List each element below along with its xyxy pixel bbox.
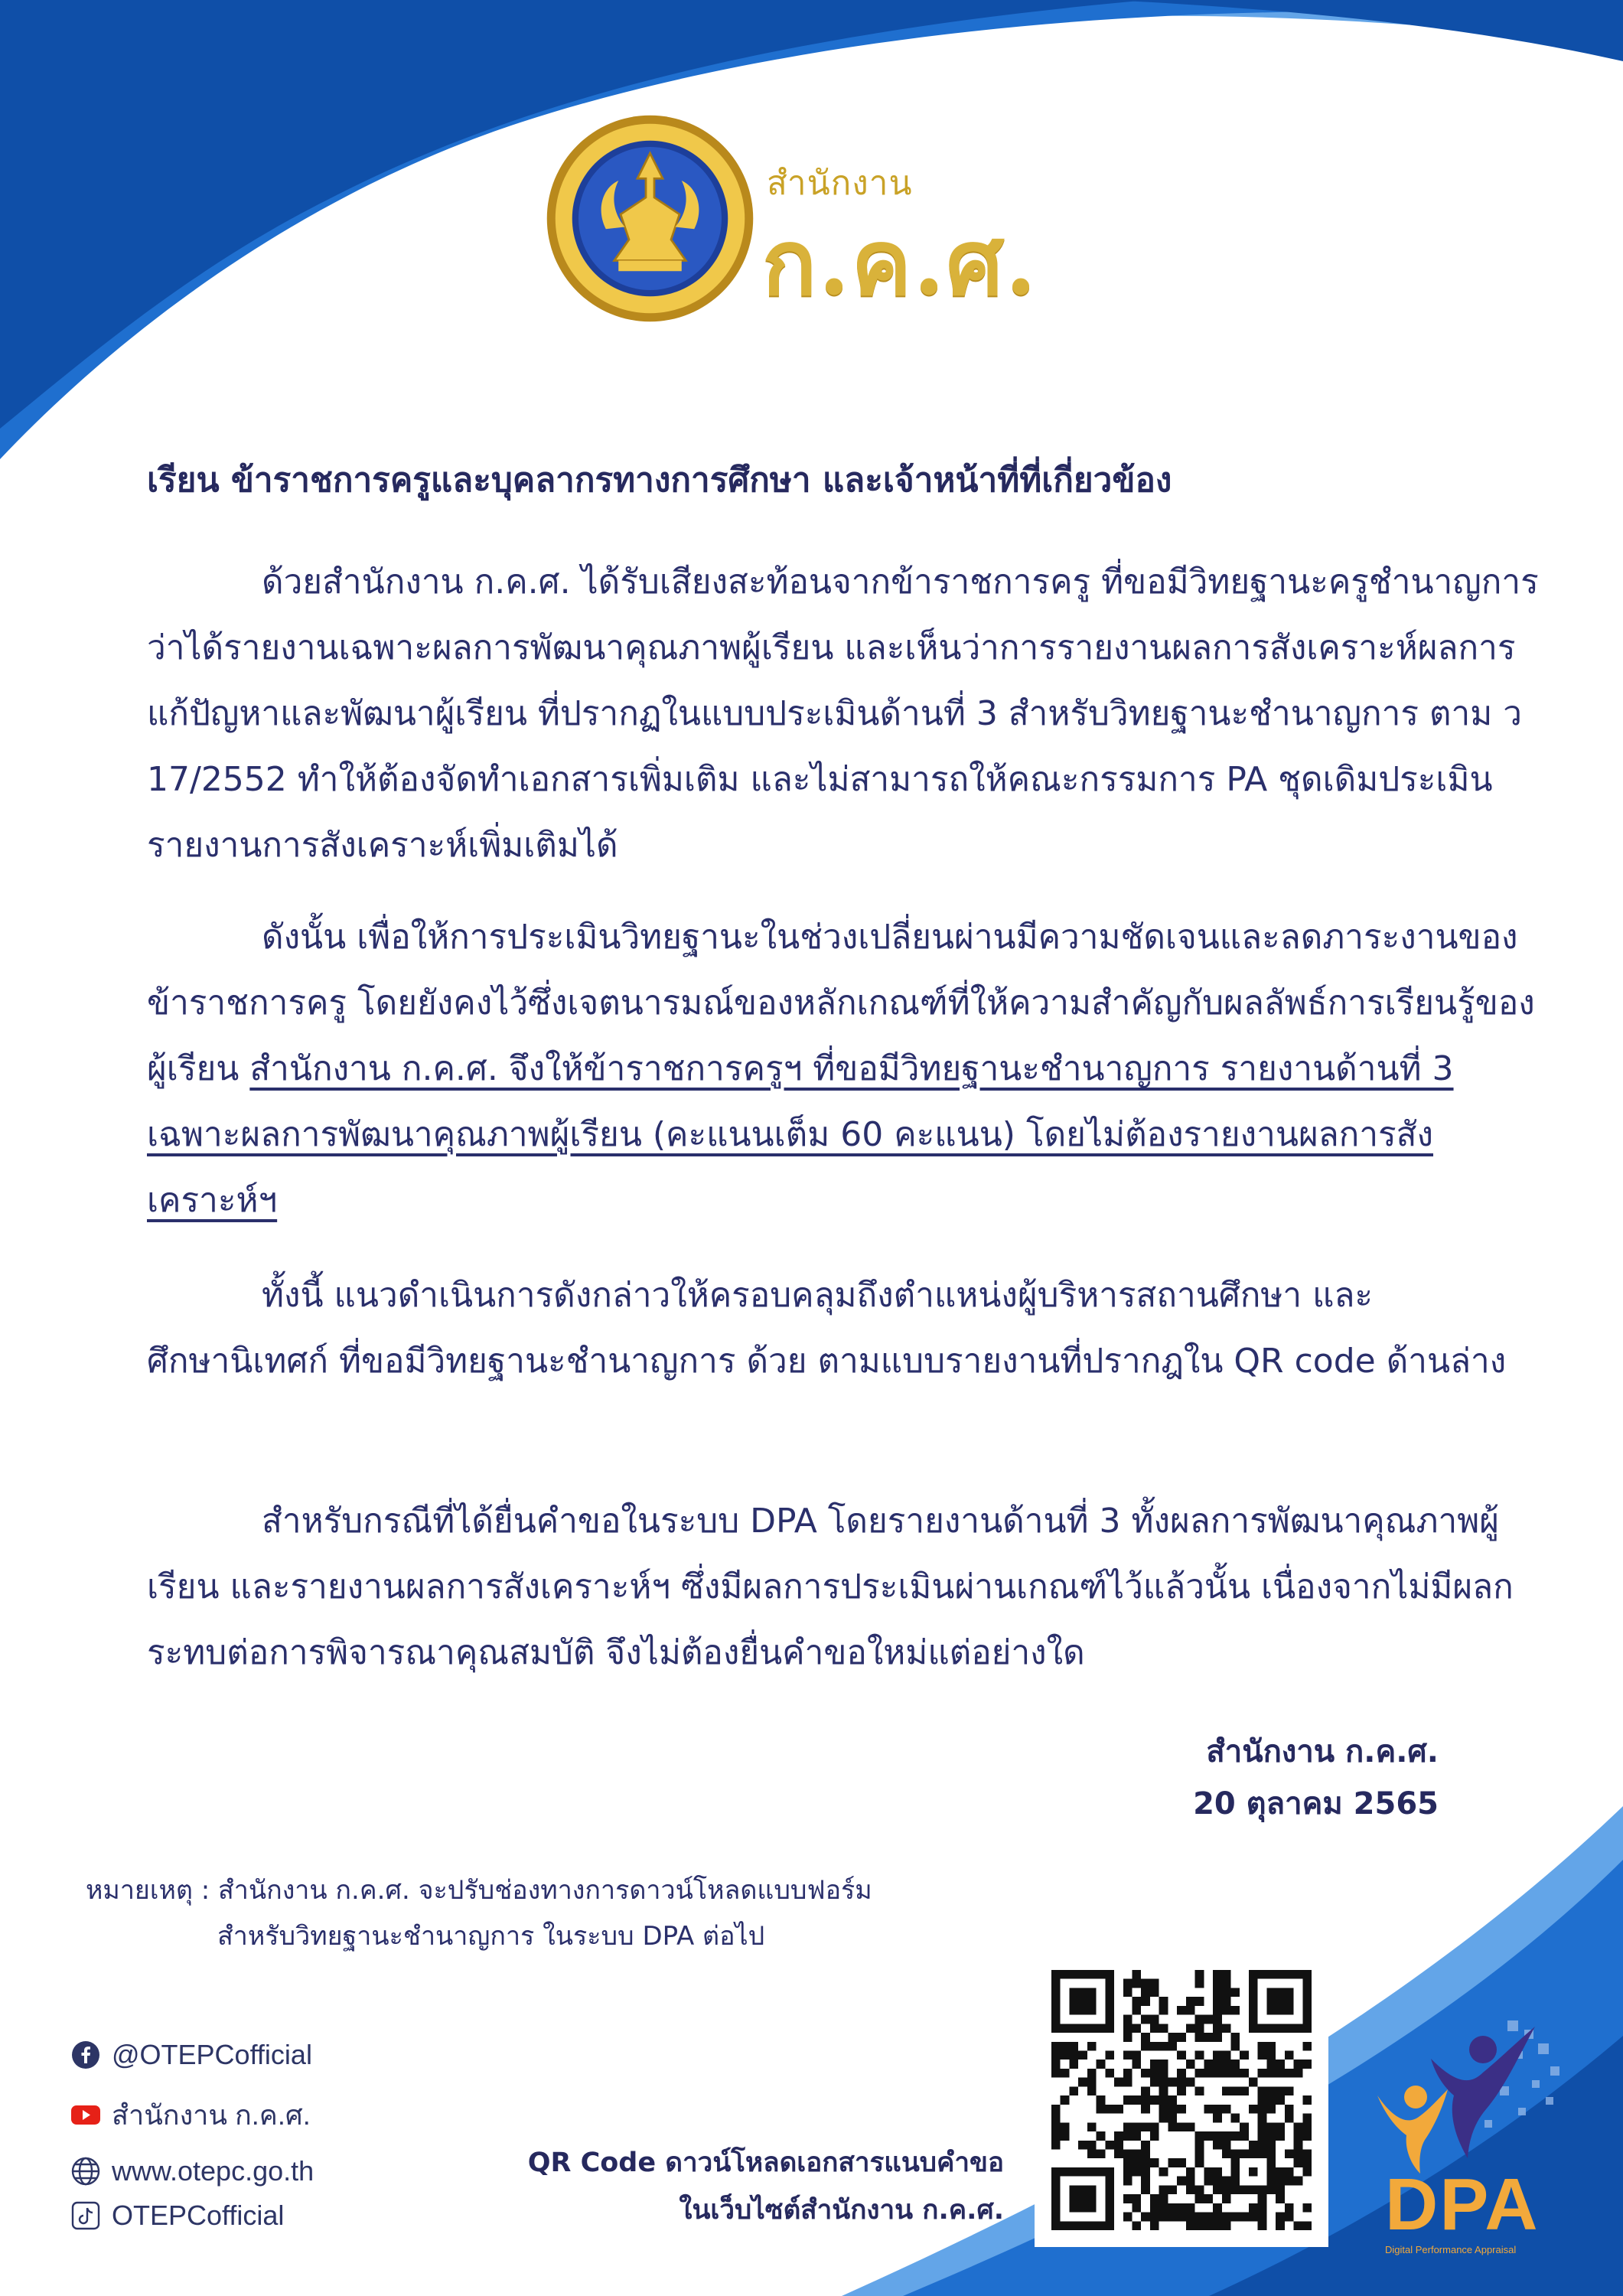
salutation: เรียน ข้าราชการครูและบุคลากรทางการศึกษา และเจ้าหน้าที่ที่เกี่ยวข้อง — [147, 461, 1172, 500]
youtube-icon — [70, 2099, 101, 2130]
footnote-line-2: สำหรับวิทยฐานะชำนาญการ ในระบบ DPA ต่อไป — [217, 1921, 765, 1952]
dpa-figures-icon — [1354, 2013, 1584, 2181]
paragraph-2-underlined: สำนักงาน ก.ค.ศ. จึงให้ข้าราชการครูฯ ที่ขอมีวิทยฐานะชำนาญการ รายงานด้านที่ 3 เฉพาะผลการพัฒนาคุณภาพผู้เรียน (คะแนนเต็ม 60 คะแนน) โดยไม่ต้องรายงานผลการสังเคราะห์ฯ — [147, 1049, 1454, 1220]
paragraph-1 — [147, 550, 1543, 879]
footnote-line-1: หมายเหตุ : สำนักงาน ก.ค.ศ. จะปรับช่องทางการดาวน์โหลดแบบฟอร์ม — [86, 1875, 872, 1906]
paragraph-4-text: สำหรับกรณีที่ได้ยื่นคำขอในระบบ DPA โดยรายงานด้านที่ 3 ทั้งผลการพัฒนาคุณภาพผู้เรียน และรายงานผลการสังเคราะห์ฯ ซึ่งมีผลการประเมินผ่านเกณฑ์ไว้แล้วนั้น เนื่องจากไม่มีผลกระทบต่อการพิจารณาคุณสมบัติ จึงไม่ต้องยื่นคำขอใหม่แต่อย่างใด — [147, 1502, 1514, 1672]
qr-caption-line-1: QR Code ดาวน์โหลดเอกสารแนบคำขอ — [527, 2148, 1004, 2178]
signature-date: 20 ตุลาคม 2565 — [1193, 1786, 1439, 1821]
otepc-logo — [545, 113, 1065, 328]
signature-org: สำนักงาน ก.ค.ศ. — [1206, 1734, 1439, 1769]
facebook-link[interactable] — [70, 2036, 312, 2074]
org-name-large: ก.ค.ศ. — [762, 209, 1038, 315]
youtube-link[interactable] — [70, 2095, 311, 2134]
globe-icon — [70, 2156, 101, 2187]
facebook-handle: @OTEPCofficial — [112, 2039, 312, 2070]
dpa-logo — [1354, 2013, 1584, 2258]
tiktok-link[interactable] — [70, 2197, 284, 2235]
dpa-tagline: Digital Performance Appraisal — [1385, 2244, 1517, 2255]
youtube-channel: สำนักงาน ก.ค.ศ. — [112, 2099, 311, 2131]
tiktok-icon — [70, 2200, 101, 2231]
signature-block — [1148, 1726, 1439, 1830]
footnote — [86, 1867, 1004, 1959]
qr-code[interactable] — [1035, 1959, 1328, 2247]
website-url: www.otepc.go.th — [112, 2155, 314, 2187]
otepc-seal-icon — [545, 113, 755, 324]
dpa-logo-text: DPA — [1385, 2164, 1540, 2245]
qr-caption — [459, 2139, 1004, 2234]
paragraph-3 — [147, 1263, 1543, 1394]
paragraph-2 — [147, 905, 1543, 1234]
qr-caption-line-2: ในเว็บไซต์สำนักงาน ก.ค.ศ. — [679, 2195, 1004, 2226]
paragraph-1-text: ด้วยสำนักงาน ก.ค.ศ. ได้รับเสียงสะท้อนจากข้าราชการครู ที่ขอมีวิทยฐานะครูชำนาญการ ว่าได้รายงานเฉพาะผลการพัฒนาคุณภาพผู้เรียน และเห็นว่าการรายงานผลการสังเคราะห์ผลการแก้ปัญหาและพัฒนาผู้เรียน ที่ปรากฏในแบบประเมินด้านที่ 3 สำหรับวิทยฐานะชำนาญการ ตาม ว 17/2552 ทำให้ต้องจัดทำเอกสารเพิ่มเติม และไม่สามารถให้คณะกรรมการ PA ชุดเดิมประเมินรายงานการสังเคราะห์เพิ่มเติมได้ — [147, 563, 1539, 865]
paragraph-2-lead: ดังนั้น เพื่อให้การประเมินวิทยฐานะในช่วงเปลี่ยนผ่านมีความชัดเจนและลดภาระงานของข้าราชการครู โดยยังคงไว้ซึ่งเจตนารมณ์ของหลักเกณฑ์ที่ให้ความสำคัญกับผลลัพธ์การเรียนรู้ของผู้เรียน — [147, 918, 1535, 1088]
qr-code-icon — [1051, 1970, 1312, 2230]
facebook-icon — [70, 2040, 101, 2070]
paragraph-4 — [147, 1489, 1543, 1686]
org-name-small: สำนักงาน — [767, 164, 913, 203]
website-link[interactable] — [70, 2152, 314, 2190]
tiktok-handle: OTEPCofficial — [112, 2200, 285, 2231]
paragraph-3-text: ทั้งนี้ แนวดำเนินการดังกล่าวให้ครอบคลุมถึงตำแหน่งผู้บริหารสถานศึกษา และศึกษานิเทศก์ ที่ขอมีวิทยฐานะชำนาญการ ด้วย ตามแบบรายงานที่ปรากฎใน QR code ด้านล่าง — [147, 1276, 1507, 1381]
